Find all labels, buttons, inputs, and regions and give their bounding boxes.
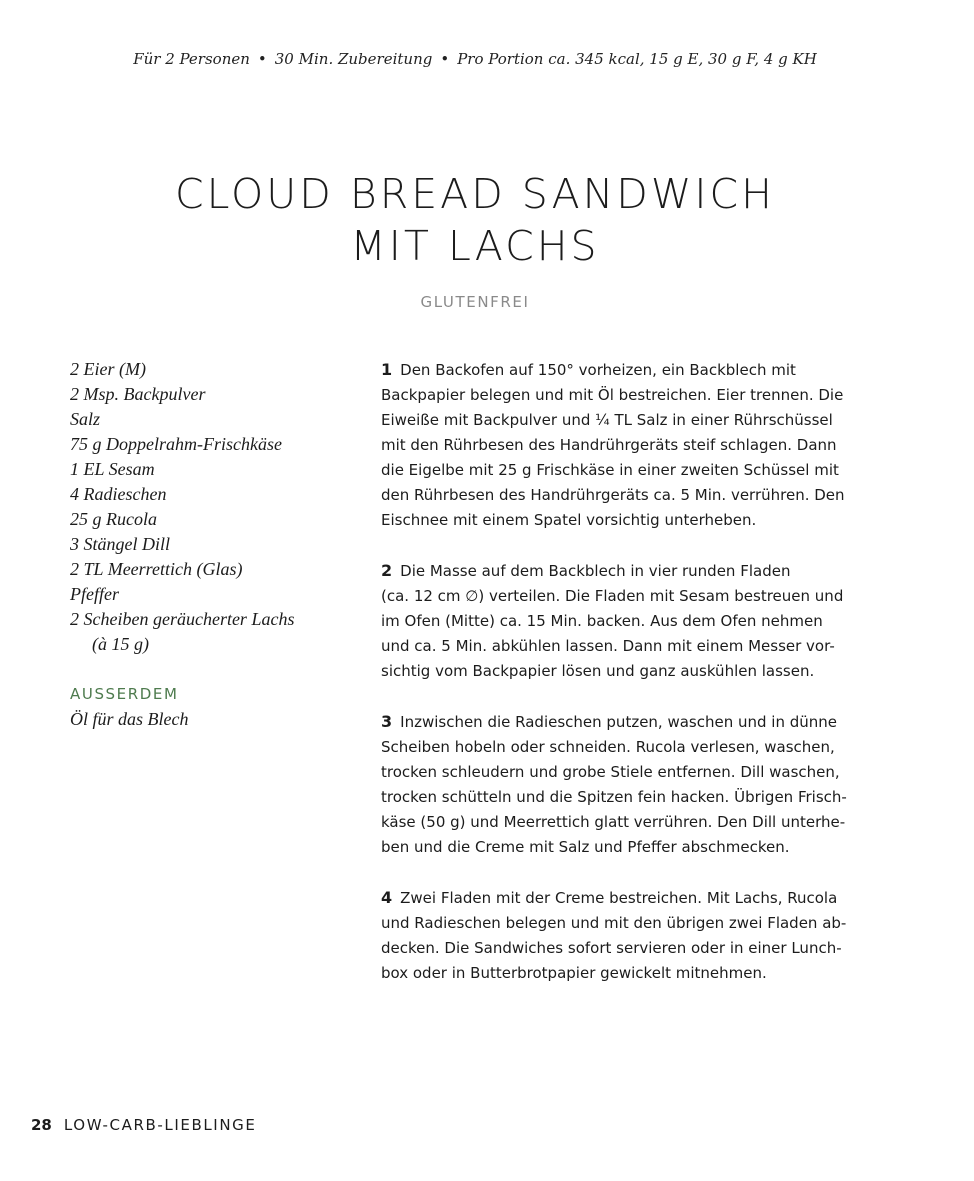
step-text: Den Backofen auf 150° vorheizen, ein Backblech mit [400, 361, 796, 379]
step-line: Eischnee mit einem Spatel vorsichtig unterheben. [381, 511, 757, 529]
ingredient-item: Salz [70, 409, 101, 429]
step-line [381, 558, 881, 584]
step-number: 2 [381, 561, 393, 580]
ingredient-item: Pfeffer [70, 584, 119, 604]
step-text: Zwei Fladen mit der Creme bestreichen. Mit Lachs, Rucola [400, 889, 838, 907]
step-line [381, 885, 881, 911]
time-text: 30 Min. Zubereitung [274, 50, 433, 68]
step-line [381, 357, 881, 383]
step-line: trocken schleudern und grobe Stiele entfernen. Dill waschen, [381, 763, 840, 781]
step-line: käse (50 g) und Meerrettich glatt verrühren. Den Dill unterhe- [381, 813, 846, 831]
page-number: 28 [31, 1116, 52, 1134]
recipe-title [0, 168, 950, 272]
recipe-subtitle: GLUTENFREI [420, 293, 530, 311]
step-line: Eiweiße mit Backpulver und ¼ TL Salz in einer Rührschüssel [381, 411, 833, 429]
extra-ingredient-item: Öl für das Blech [70, 709, 189, 729]
step-line: im Ofen (Mitte) ca. 15 Min. backen. Aus dem Ofen nehmen [381, 612, 823, 630]
step-line: die Eigelbe mit 25 g Frischkäse in einer zweiten Schüssel mit [381, 461, 839, 479]
step-line: decken. Die Sandwiches sofort servieren oder in einer Lunch- [381, 939, 842, 957]
step-number: 1 [381, 360, 393, 379]
ingredient-item: 4 Radieschen [70, 484, 167, 504]
ingredient-item-continuation: (à 15 g) [92, 634, 149, 654]
step-line: ben und die Creme mit Salz und Pfeffer abschmecken. [381, 838, 790, 856]
step-line: Scheiben hobeln oder schneiden. Rucola verlesen, waschen, [381, 738, 835, 756]
ingredients-list [70, 357, 360, 732]
step [381, 558, 881, 684]
step-number: 4 [381, 888, 393, 907]
step-line: (ca. 12 cm ∅) verteilen. Die Fladen mit Sesam bestreuen und [381, 587, 844, 605]
step-text: Inzwischen die Radieschen putzen, waschen und in dünne [400, 713, 838, 731]
ingredient-item: 2 Eier (M) [70, 359, 146, 379]
step-line: und ca. 5 Min. abkühlen lassen. Dann mit einem Messer vor- [381, 637, 835, 655]
step [381, 357, 881, 533]
recipe-meta [0, 50, 950, 68]
ingredient-item: 25 g Rucola [70, 509, 157, 529]
recipe-title-line-2: MIT LACHS [350, 222, 600, 270]
extra-ingredients-heading: AUSSERDEM [70, 685, 179, 703]
step-line [381, 709, 881, 735]
step-line: box oder in Butterbrotpapier gewickelt mitnehmen. [381, 964, 767, 982]
step-line: und Radieschen belegen und mit den übrigen zwei Fladen ab- [381, 914, 847, 932]
ingredient-item: 2 Scheiben geräucherter Lachs [70, 609, 295, 629]
step-line: sichtig vom Backpapier lösen und ganz auskühlen lassen. [381, 662, 815, 680]
nutrition-text: Pro Portion ca. 345 kcal, 15 g E, 30 g F, 4 g KH [457, 50, 817, 68]
step-line: mit den Rührbesen des Handrührgeräts steif schlagen. Dann [381, 436, 837, 454]
recipe-title-line-1: CLOUD BREAD SANDWICH [175, 170, 775, 218]
meta-separator: • [257, 50, 267, 68]
step [381, 885, 881, 986]
servings-text: Für 2 Personen [133, 50, 250, 68]
instructions [381, 357, 881, 1011]
book-title: LOW-CARB-LIEBLINGE [63, 1116, 257, 1134]
ingredient-item: 2 Msp. Backpulver [70, 384, 206, 404]
ingredient-item: 75 g Doppelrahm-Frischkäse [70, 434, 282, 454]
step-number: 3 [381, 712, 393, 731]
step-text: Die Masse auf dem Backblech in vier runden Fladen [400, 562, 791, 580]
step [381, 709, 881, 860]
step-line: den Rührbesen des Handrührgeräts ca. 5 Min. verrühren. Den [381, 486, 845, 504]
step-line: trocken schütteln und die Spitzen fein hacken. Übrigen Frisch- [381, 788, 847, 806]
ingredient-item: 1 EL Sesam [70, 459, 155, 479]
step-line: Backpapier belegen und mit Öl bestreichen. Eier trennen. Die [381, 386, 844, 404]
ingredient-item: 3 Stängel Dill [70, 534, 170, 554]
meta-separator: • [440, 50, 450, 68]
page-footer [31, 1116, 256, 1134]
ingredient-item: 2 TL Meerrettich (Glas) [70, 559, 243, 579]
